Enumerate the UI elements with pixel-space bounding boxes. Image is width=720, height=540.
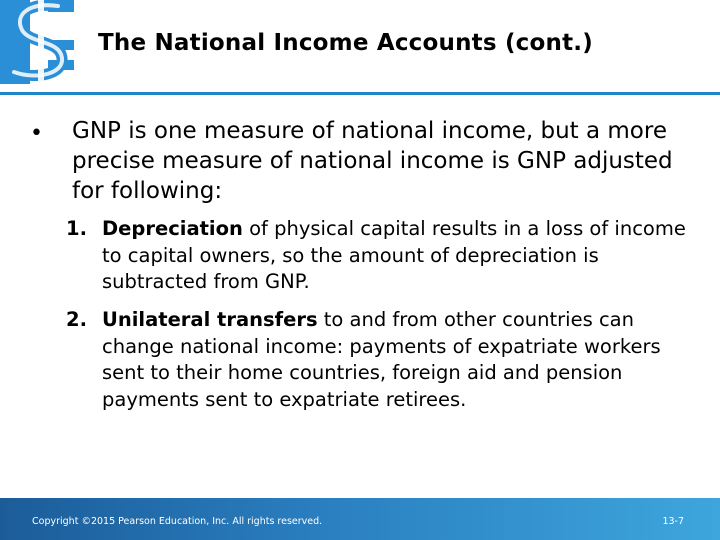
numbered-item-depreciation [66,216,706,296]
main-bullet-text: GNP is one measure of national income, but a more precise measure of national income is GNP adjusted for following: [72,118,673,204]
numbered-item-unilateral-transfers [66,307,706,413]
item-number: 1. [66,217,87,240]
item-term: Unilateral transfers [102,308,318,331]
item-number: 2. [66,308,87,331]
page-number: 13-7 [662,516,684,527]
item-body [102,307,706,413]
item-text: to and from other countries can change national income: payments of expatriate workers sent to their home countries, foreign aid and pension payments sent to expatriate retirees. [102,308,661,411]
dollar-sign-icon [0,0,74,84]
footer-bar [0,498,720,540]
slide-title: The National Income Accounts (cont.) [98,30,593,56]
item-body [102,216,706,296]
bullet-marker: • [30,121,43,146]
copyright-text: Copyright ©2015 Pearson Education, Inc. All rights reserved. [32,516,323,527]
title-divider [0,92,720,95]
item-term: Depreciation [102,217,243,240]
item-text: of physical capital results in a loss of income to capital owners, so the amount of depreciation is subtracted from GNP. [102,217,686,293]
